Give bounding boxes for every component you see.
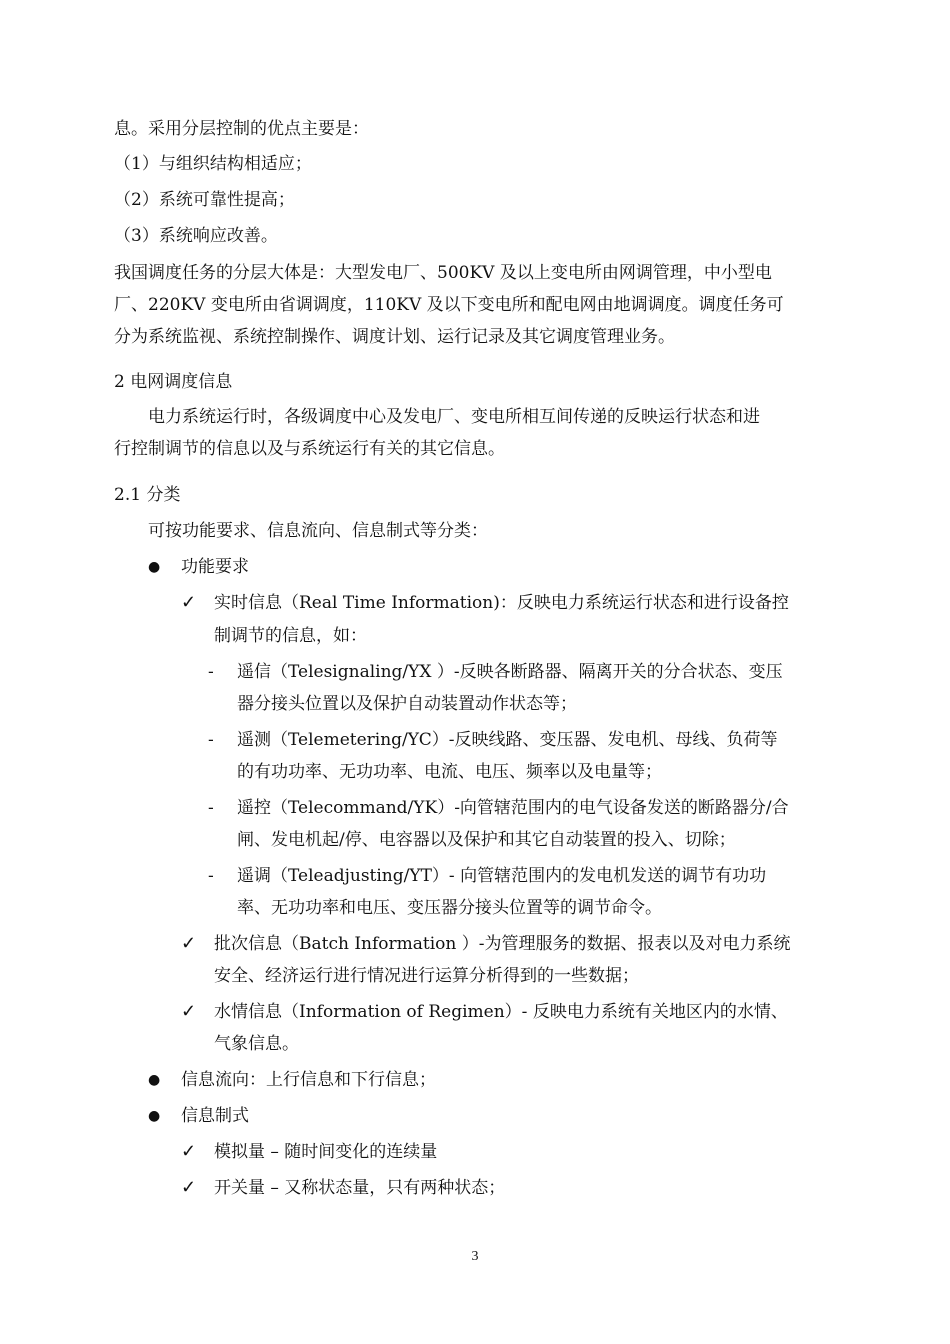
page-number: 3: [471, 1249, 479, 1264]
list-item: 气象信息。: [214, 1034, 299, 1054]
bullet-icon: ●: [148, 1072, 161, 1088]
list-item: （1）与组织结构相适应；: [114, 154, 312, 174]
paragraph-line: 行控制调节的信息以及与系统运行有关的其它信息。: [114, 439, 505, 459]
list-item: 遥控（Telecommand/YK）-向管辖范围内的电气设备发送的断路器分/合: [237, 798, 789, 818]
list-item: 遥调（Teleadjusting/YT）- 向管辖范围内的发电机发送的调节有功功: [237, 866, 767, 886]
bullet-icon: ●: [148, 559, 161, 575]
paragraph-line: 分为系统监视、系统控制操作、调度计划、运行记录及其它调度管理业务。: [114, 327, 675, 347]
section-heading: 2 电网调度信息: [114, 372, 233, 392]
dash-icon: -: [208, 866, 214, 886]
list-item: 水情信息（Information of Regimen）- 反映电力系统有关地区内的水情、: [214, 1002, 788, 1022]
list-item: 实时信息（Real Time Information)：反映电力系统运行状态和进行设备控: [214, 593, 789, 613]
checkmark-icon: ✓: [181, 933, 197, 954]
dash-icon: -: [208, 730, 214, 750]
checkmark-icon: ✓: [181, 1177, 197, 1198]
checkmark-icon: ✓: [181, 592, 197, 613]
list-item: 功能要求: [181, 557, 249, 577]
list-item: 制调节的信息，如：: [214, 626, 367, 646]
checkmark-icon: ✓: [181, 1141, 197, 1162]
paragraph-line: 可按功能要求、信息流向、信息制式等分类：: [148, 521, 488, 541]
checkmark-icon: ✓: [181, 1001, 197, 1022]
dash-icon: -: [208, 798, 214, 818]
list-item: 批次信息（Batch Information ）-为管理服务的数据、报表以及对电力系统: [214, 934, 791, 954]
list-item: （2）系统可靠性提高；: [114, 190, 295, 210]
list-item: 安全、经济运行进行情况进行运算分析得到的一些数据；: [214, 966, 639, 986]
list-item: 开关量 – 又称状态量，只有两种状态；: [214, 1178, 506, 1198]
list-item: 信息制式: [181, 1106, 249, 1126]
list-item: 率、无功功率和电压、变压器分接头位置等的调节命令。: [237, 898, 662, 918]
list-item: 的有功功率、无功功率、电流、电压、频率以及电量等；: [237, 762, 662, 782]
list-item: 模拟量 – 随时间变化的连续量: [214, 1142, 438, 1162]
list-item: 器分接头位置以及保护自动装置动作状态等；: [237, 694, 577, 714]
list-item: （3）系统响应改善。: [114, 226, 278, 246]
list-item: 遥信（Telesignaling/YX ）-反映各断路器、隔离开关的分合状态、变压: [237, 662, 783, 682]
bullet-icon: ●: [148, 1108, 161, 1124]
list-item: 闸、发电机起/停、电容器以及保护和其它自动装置的投入、切除；: [237, 830, 736, 850]
dash-icon: -: [208, 662, 214, 682]
list-item: 信息流向：上行信息和下行信息；: [181, 1070, 436, 1090]
paragraph-line: 电力系统运行时，各级调度中心及发电厂、变电所相互间传递的反映运行状态和进: [148, 407, 760, 427]
paragraph-line: 息。采用分层控制的优点主要是：: [114, 119, 369, 139]
section-heading: 2.1 分类: [114, 485, 181, 505]
paragraph-line: 我国调度任务的分层大体是：大型发电厂、500KV 及以上变电所由网调管理，中小型电: [114, 263, 772, 283]
paragraph-line: 厂、220KV 变电所由省调调度，110KV 及以下变电所和配电网由地调调度。调度任务可: [114, 295, 784, 315]
list-item: 遥测（Telemetering/YC）-反映线路、变压器、发电机、母线、负荷等: [237, 730, 778, 750]
